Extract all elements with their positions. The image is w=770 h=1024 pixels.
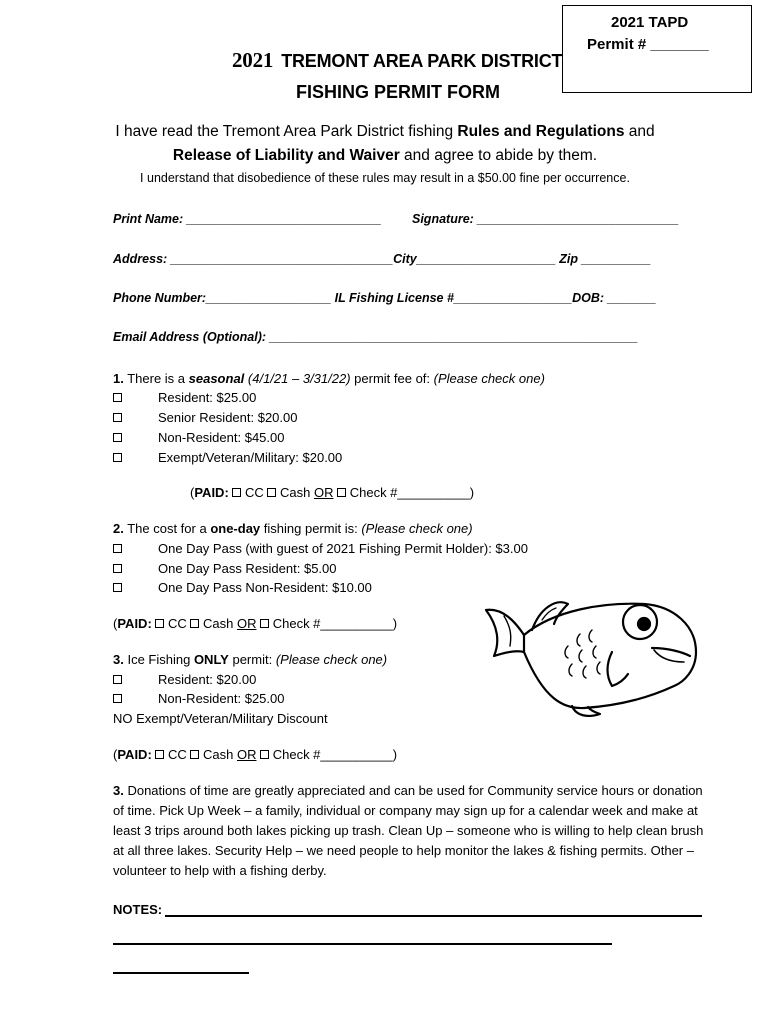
option-label: Exempt/Veteran/Military: $20.00 xyxy=(158,450,343,465)
phone-license-dob-field[interactable]: Phone Number:__________________ IL Fishing License #_________________DOB: _______ xyxy=(113,291,657,305)
section-text: fishing permit is: xyxy=(260,521,362,536)
check-number-field[interactable]: Check #__________) xyxy=(269,747,398,762)
option-label: One Day Pass (with guest of 2021 Fishing Permit Holder): $3.00 xyxy=(158,541,528,556)
section-number: 3. xyxy=(113,652,124,667)
cc-label: CC xyxy=(164,616,191,631)
option-one-day-guest[interactable] xyxy=(113,541,528,556)
cc-label: CC xyxy=(164,747,191,762)
paren: ( xyxy=(190,485,195,500)
option-label: Resident: $20.00 xyxy=(158,672,257,687)
permit-number-field[interactable]: Permit # _______ xyxy=(587,36,709,53)
check-number-field[interactable]: Check #__________) xyxy=(346,485,475,500)
donations-text: Donations of time are greatly appreciated and can be used for Community service hours or donation of time. Pick Up Week – a family, individual or company may sign up for a calendar week and make at least 3 trips around both lakes picking up trash. Clean Up – someone who is willing to help clean brush at all three lakes. Security Help – we need people to help monitor the lakes & fishing permits. Other – volunteer to help with a fishing derby. xyxy=(113,783,704,878)
form-title-text: TREMONT AREA PARK DISTRICT xyxy=(281,51,563,71)
intro-text: and xyxy=(624,123,655,140)
section-text: The cost for a xyxy=(123,521,211,536)
paid-line-2 xyxy=(113,616,397,631)
intro-text: I have read the Tremont Area Park District fishing xyxy=(115,123,458,140)
form-subtitle: FISHING PERMIT FORM xyxy=(296,82,500,102)
section-text: Ice Fishing xyxy=(123,652,194,667)
section-number: 1. xyxy=(113,371,124,386)
option-one-day-resident[interactable] xyxy=(113,561,337,576)
checkbox[interactable] xyxy=(113,675,122,684)
notes-line-2[interactable] xyxy=(113,943,612,945)
form-title xyxy=(232,48,562,73)
check-number-field[interactable]: Check #__________) xyxy=(269,616,398,631)
paid-label: PAID: xyxy=(117,616,152,631)
section-number: 2. xyxy=(113,521,124,536)
checkbox[interactable] xyxy=(113,694,122,703)
notes-line-3[interactable] xyxy=(113,972,249,974)
check-note: (Please check one) xyxy=(361,521,473,536)
section-text: permit: xyxy=(228,652,276,667)
cc-label: CC xyxy=(241,485,268,500)
paid-label: PAID: xyxy=(117,747,152,762)
one-day-text: one-day xyxy=(210,521,261,536)
paren: ( xyxy=(113,616,118,631)
checkbox[interactable] xyxy=(113,393,122,402)
option-ice-non-resident[interactable] xyxy=(113,691,285,706)
paren: ( xyxy=(113,747,118,762)
option-label: One Day Pass Non-Resident: $10.00 xyxy=(158,580,372,595)
cash-checkbox[interactable] xyxy=(267,488,276,497)
signature-field[interactable]: Signature: _____________________________ xyxy=(412,212,679,226)
checkbox[interactable] xyxy=(113,433,122,442)
fish-illustration xyxy=(484,590,704,720)
paid-label: PAID: xyxy=(194,485,229,500)
option-label: One Day Pass Resident: $5.00 xyxy=(158,561,337,576)
option-senior-resident[interactable] xyxy=(113,410,298,425)
check-note: (Please check one) xyxy=(433,371,545,386)
or-label: OR xyxy=(313,485,334,500)
email-field[interactable]: Email Address (Optional): _____________________________________________________ xyxy=(113,330,638,344)
check-checkbox[interactable] xyxy=(337,488,346,497)
cash-label: Cash xyxy=(199,616,237,631)
check-checkbox[interactable] xyxy=(260,619,269,628)
cc-checkbox[interactable] xyxy=(155,619,164,628)
checkbox[interactable] xyxy=(113,413,122,422)
donations-paragraph xyxy=(113,781,713,881)
cash-checkbox[interactable] xyxy=(190,750,199,759)
no-discount-note: NO Exempt/Veteran/Military Discount xyxy=(113,711,328,726)
option-resident-seasonal[interactable] xyxy=(113,390,257,405)
cc-checkbox[interactable] xyxy=(232,488,241,497)
option-non-resident-seasonal[interactable] xyxy=(113,430,285,445)
cash-checkbox[interactable] xyxy=(190,619,199,628)
section-text: permit fee of: xyxy=(350,371,434,386)
cash-label: Cash xyxy=(199,747,237,762)
permit-number-box xyxy=(562,5,752,93)
intro-text: and agree to abide by them. xyxy=(399,147,598,164)
option-exempt-veteran[interactable] xyxy=(113,450,343,465)
checkbox[interactable] xyxy=(113,544,122,553)
cc-checkbox[interactable] xyxy=(155,750,164,759)
or-label: OR xyxy=(236,747,257,762)
or-label: OR xyxy=(236,616,257,631)
intro-line-1 xyxy=(0,123,770,141)
release-waiver-text: Release of Liability and Waiver xyxy=(172,147,400,164)
checkbox[interactable] xyxy=(113,453,122,462)
paid-line-1 xyxy=(190,485,474,500)
section-number: 3. xyxy=(113,783,124,798)
check-checkbox[interactable] xyxy=(260,750,269,759)
address-city-zip-field[interactable]: Address: ________________________________City____________________ Zip __________ xyxy=(113,252,651,266)
permit-box-title: 2021 TAPD xyxy=(611,14,689,31)
option-label: Non-Resident: $45.00 xyxy=(158,430,285,445)
form-year: 2021 xyxy=(232,48,274,72)
seasonal-text: seasonal xyxy=(188,371,245,386)
check-note: (Please check one) xyxy=(275,652,388,667)
option-label: Senior Resident: $20.00 xyxy=(158,410,298,425)
notes-label: NOTES: xyxy=(113,902,163,917)
checkbox[interactable] xyxy=(113,583,122,592)
print-name-field[interactable]: Print Name: ____________________________ xyxy=(113,212,382,226)
only-text: ONLY xyxy=(193,652,229,667)
rules-regulations-text: Rules and Regulations xyxy=(457,123,625,140)
fine-notice: I understand that disobedience of these rules may result in a $50.00 fine per occurrence. xyxy=(140,171,630,185)
section-3-heading xyxy=(113,652,387,667)
option-label: Non-Resident: $25.00 xyxy=(158,691,285,706)
cash-label: Cash xyxy=(276,485,314,500)
option-label: Resident: $25.00 xyxy=(158,390,257,405)
notes-line-1[interactable] xyxy=(165,915,702,917)
section-2-heading xyxy=(113,521,473,536)
option-one-day-non-resident[interactable] xyxy=(113,580,372,595)
season-dates: (4/1/21 – 3/31/22) xyxy=(244,371,351,386)
section-1-heading xyxy=(113,371,545,386)
checkbox[interactable] xyxy=(113,564,122,573)
paid-line-3 xyxy=(113,747,397,762)
section-text: There is a xyxy=(123,371,189,386)
intro-line-2 xyxy=(0,147,770,165)
option-ice-resident[interactable] xyxy=(113,672,257,687)
